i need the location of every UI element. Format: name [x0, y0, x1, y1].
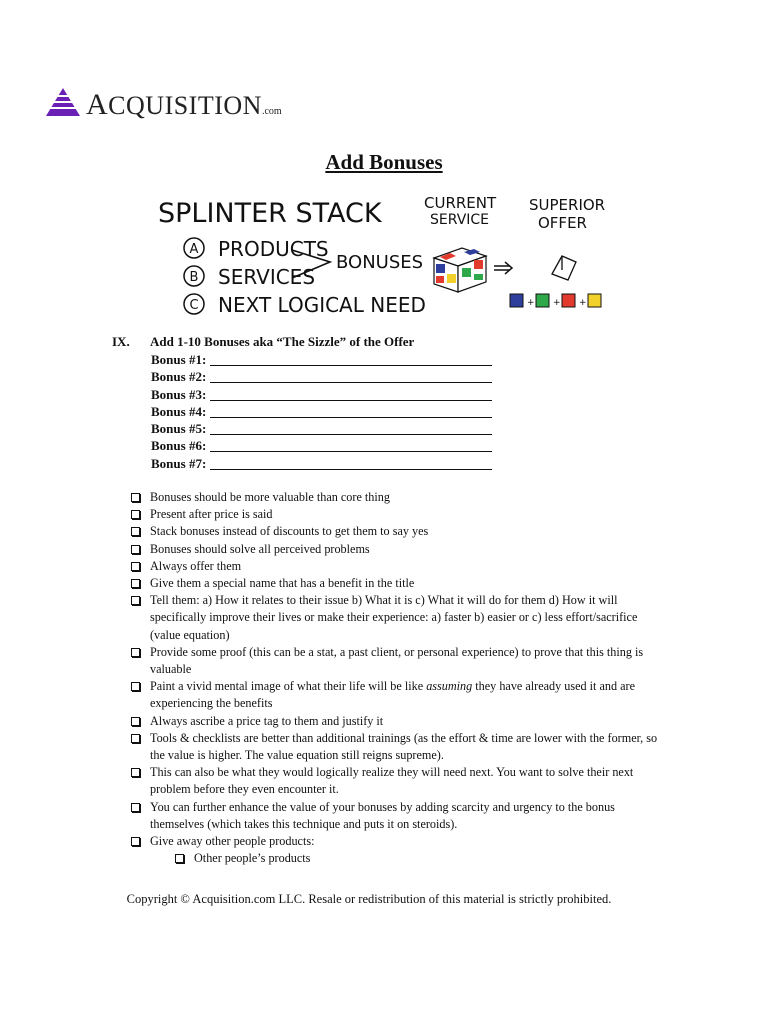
letter-b: B [189, 270, 199, 285]
rubiks-cube-icon [434, 248, 486, 292]
bonus-row: Bonus #6: [151, 437, 492, 454]
bonus-list [151, 351, 492, 472]
list-item: Always offer them [128, 558, 668, 575]
bonus-row: Bonus #4: [151, 403, 492, 420]
checkbox-icon[interactable] [131, 837, 140, 846]
checkbox-icon[interactable] [131, 562, 140, 571]
bonus-row: Bonus #5: [151, 420, 492, 437]
bonus-row: Bonus #2: [151, 368, 492, 385]
letter-a: A [189, 242, 199, 257]
current-label-2: SERVICE [430, 212, 490, 228]
bonus-checklist [128, 489, 668, 867]
checkbox-icon[interactable] [131, 493, 140, 502]
list-item: Stack bonuses instead of discounts to get them to say yes [128, 523, 668, 540]
checkbox-icon[interactable] [131, 648, 140, 657]
list-item: Provide some proof (this can be a stat, a past client, or personal experience) to prove that this thing is valuable [128, 644, 668, 678]
bonus-blank-line[interactable] [210, 422, 492, 435]
bonus-blank-line[interactable] [210, 353, 492, 366]
splinter-stack-diagram [150, 186, 630, 326]
checkbox-icon[interactable] [175, 854, 184, 863]
checkbox-icon[interactable] [131, 803, 140, 812]
checkbox-icon[interactable] [131, 579, 140, 588]
svg-text:+: + [579, 298, 587, 308]
list-item: Bonuses should be more valuable than core thing [128, 489, 668, 506]
list-item: Paint a vivid mental image of what their life will be like assuming they have already used it and are experiencing the benefits [128, 678, 668, 712]
diagram-heading: SPLINTER STACK [158, 198, 382, 229]
checkbox-icon[interactable] [131, 510, 140, 519]
item-services: SERVICES [218, 265, 316, 289]
right-arrow-icon [494, 262, 512, 274]
bonus-row: Bonus #3: [151, 386, 492, 403]
current-label-1: CURRENT [424, 194, 497, 212]
bonus-blank-line[interactable] [210, 457, 492, 470]
svg-text:+: + [527, 298, 535, 308]
brand-logo [46, 86, 282, 121]
sub-list-item: Other people’s products [172, 850, 668, 867]
bonuses-label: BONUSES [336, 252, 424, 273]
bonus-blank-line[interactable] [210, 405, 492, 418]
section-number: IX. [112, 334, 130, 349]
superior-label-1: SUPERIOR [529, 196, 606, 214]
list-item: Give them a special name that has a benefit in the title [128, 575, 668, 592]
pyramid-logo-icon [46, 88, 80, 118]
page-title: Add Bonuses [325, 150, 443, 174]
section-title: Add 1-10 Bonuses aka “The Sizzle” of the Offer [150, 334, 415, 349]
checkbox-icon[interactable] [131, 734, 140, 743]
bonus-blank-line[interactable] [210, 388, 492, 401]
splinter-outline-icon [552, 256, 576, 280]
superior-label-2: OFFER [538, 214, 587, 232]
bonus-blank-line[interactable] [210, 439, 492, 452]
bonus-blank-line[interactable] [210, 370, 492, 383]
checkbox-icon[interactable] [131, 596, 140, 605]
checkbox-icon[interactable] [131, 768, 140, 777]
list-item: Present after price is said [128, 506, 668, 523]
brand-name: ACQUISITION.com [86, 88, 282, 121]
list-item: Tools & checklists are better than additional trainings (as the effort & time are lower with the former, so the value is higher. The value equation still reigns supreme). [128, 730, 668, 764]
list-item: Tell them: a) How it relates to their issue b) What it is c) What it will do for them d) How it will specifically improve their lives or make their experience: a) faster b) easier or c) less effort/sacrifice (value equation) [128, 592, 668, 644]
list-item: Bonuses should solve all perceived problems [128, 541, 668, 558]
bonus-row: Bonus #1: [151, 351, 492, 368]
item-products: PRODUCTS [218, 237, 329, 261]
svg-text:+: + [553, 298, 561, 308]
bonus-row: Bonus #7: [151, 455, 492, 472]
item-next-logical-need: NEXT LOGICAL NEED [218, 293, 426, 317]
checkbox-icon[interactable] [131, 527, 140, 536]
list-item: You can further enhance the value of your bonuses by adding scarcity and urgency to the bonus themselves (which takes this technique and puts it on steroids). [128, 799, 668, 833]
checkbox-icon[interactable] [131, 682, 140, 691]
list-item: This can also be what they would logically realize they will need next. You want to solve their next problem before they even encounter it. [128, 764, 668, 798]
letter-c: C [189, 298, 199, 313]
copyright-footer: Copyright © Acquisition.com LLC. Resale or redistribution of this material is strictly prohibited. [126, 892, 612, 906]
small-cubes-icon [510, 294, 601, 308]
checkbox-icon[interactable] [131, 717, 140, 726]
list-item: Give away other people products: [128, 833, 668, 850]
checkbox-icon[interactable] [131, 545, 140, 554]
list-item: Always ascribe a price tag to them and justify it [128, 713, 668, 730]
